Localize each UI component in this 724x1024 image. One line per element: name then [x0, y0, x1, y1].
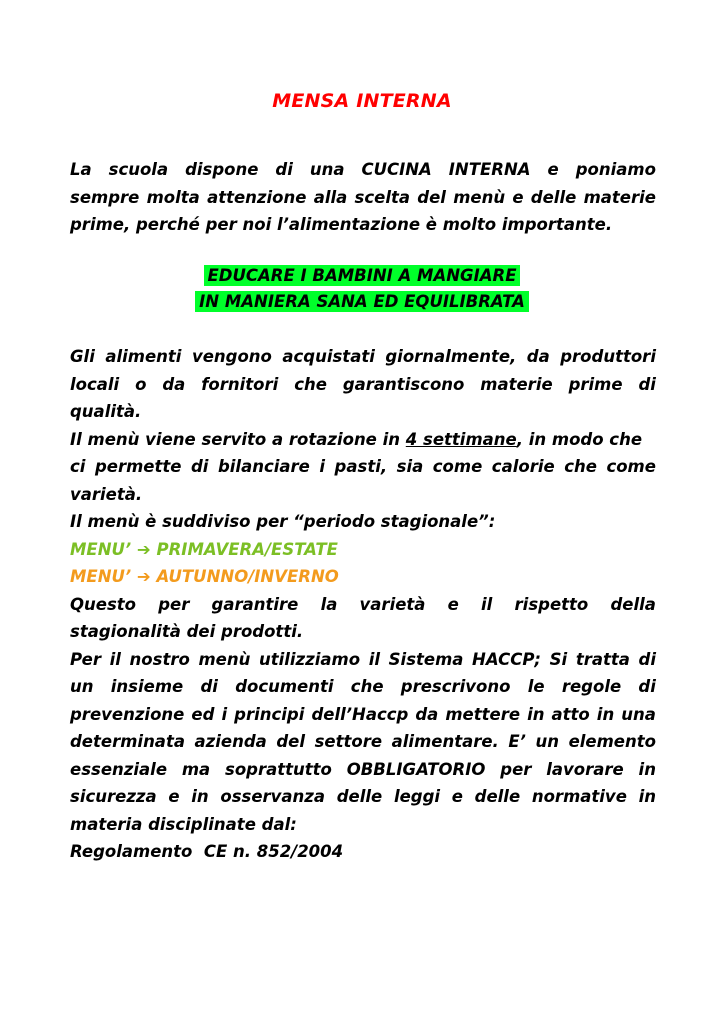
word: le	[527, 677, 545, 696]
word: vengono	[191, 347, 272, 366]
word: INTERNA	[448, 160, 531, 179]
menu-season: PRIMAVERA/ESTATE	[156, 539, 338, 559]
word: calorie	[491, 457, 555, 476]
word: rispetto	[514, 594, 589, 614]
p5-line-4	[70, 728, 656, 756]
word: un	[70, 677, 94, 696]
p5-line-5	[70, 756, 656, 784]
word: per	[158, 594, 190, 614]
word: elemento	[568, 732, 656, 751]
word: come	[606, 457, 656, 476]
word: leggi	[393, 787, 441, 806]
p5-line-7: materia disciplinate dal:	[70, 814, 297, 834]
word: determinata	[70, 732, 185, 751]
word: da	[526, 347, 550, 366]
word: tratta	[575, 649, 630, 669]
word: e	[447, 594, 459, 614]
word: delle	[474, 787, 521, 806]
word: Si	[549, 649, 568, 669]
word: Per	[70, 649, 101, 669]
word: azienda	[194, 732, 267, 751]
word: i	[319, 457, 326, 476]
word: delle	[530, 187, 577, 207]
p2-line-3: varietà.	[70, 484, 143, 504]
word: materie	[480, 374, 553, 394]
word: garantire	[211, 594, 299, 614]
word: il	[109, 649, 121, 669]
menu-season: AUTUNNO/INVERNO	[156, 567, 339, 586]
p1-line-2	[70, 371, 656, 399]
word: giornalmente,	[385, 347, 517, 366]
word: che	[294, 374, 327, 394]
word: ma	[181, 759, 211, 779]
word: e	[512, 187, 524, 207]
word: lavorare	[546, 759, 624, 779]
word: in	[191, 787, 209, 806]
word: sempre	[70, 187, 140, 207]
motto-line-2: IN MANIERA SANA ED EQUILIBRATA	[195, 291, 529, 312]
word: prescrivono	[400, 677, 511, 696]
p2-line-1	[70, 426, 656, 454]
word: da	[162, 374, 186, 394]
menu-autumn-winter	[70, 563, 656, 591]
motto-line-1: EDUCARE I BAMBINI A MANGIARE	[204, 265, 521, 286]
word: o	[135, 374, 147, 394]
word: in	[596, 704, 615, 724]
word: normative	[531, 787, 627, 806]
word: dell’Haccp	[311, 704, 409, 724]
word: bilanciare	[217, 457, 310, 476]
word: scuola	[108, 160, 169, 179]
p1-line-3: qualità.	[70, 402, 142, 421]
word: molta	[146, 187, 200, 207]
main-text	[70, 343, 656, 866]
p1-line-1	[70, 343, 656, 371]
word: osservanza	[220, 787, 326, 806]
p5-line-1	[70, 646, 656, 674]
intro-line-3: prime, perché per noi l’alimentazione è molto importante.	[70, 215, 613, 234]
word: regole	[561, 677, 622, 696]
word: La	[70, 160, 92, 179]
word: poniamo	[575, 160, 656, 179]
word: di	[638, 374, 656, 394]
p2-line-2	[70, 453, 656, 481]
word: varietà	[359, 594, 426, 614]
word: alimenti	[105, 347, 182, 366]
menu-spring-summer	[70, 536, 656, 564]
p3-line: Il menù è suddiviso per “periodo stagionale”:	[70, 512, 496, 531]
p5-line-2	[70, 673, 656, 701]
word: il	[368, 649, 381, 669]
word: di	[638, 649, 656, 669]
word: Questo	[70, 594, 137, 614]
word: ed	[191, 704, 215, 724]
word: di	[200, 677, 218, 696]
word: attenzione	[207, 187, 307, 207]
word: come	[432, 457, 483, 476]
word: Gli	[70, 347, 95, 366]
word: permette	[94, 457, 182, 476]
word: che	[564, 457, 597, 476]
rotation-weeks: 4 settimane	[405, 429, 517, 449]
word: che	[350, 677, 384, 696]
word: menù	[198, 649, 251, 669]
word: soprattutto	[225, 759, 332, 779]
word: E’	[508, 732, 526, 751]
word: produttori	[560, 347, 656, 366]
intro-line-1	[70, 156, 656, 184]
word: OBBLIGATORIO	[346, 759, 486, 779]
word: del	[276, 732, 306, 751]
menu-label: MENU’	[70, 539, 132, 559]
word: scelta	[354, 187, 411, 207]
word: una	[309, 160, 345, 179]
word: nostro	[129, 649, 190, 669]
word: in	[638, 787, 656, 806]
word: in	[527, 704, 545, 724]
word: principi	[234, 704, 305, 724]
word: della	[610, 594, 656, 614]
word: da	[415, 704, 439, 724]
word: per	[500, 759, 532, 779]
arrow-right-icon: ➔	[136, 539, 151, 559]
word: pasti,	[334, 457, 388, 476]
p5-line-6	[70, 783, 656, 811]
word: locali	[70, 374, 120, 394]
highlighted-motto	[0, 263, 724, 315]
word: HACCP;	[472, 649, 542, 669]
word: sia	[396, 457, 424, 476]
word: ci	[70, 457, 86, 476]
word: essenziale	[70, 759, 168, 779]
word: documenti	[235, 677, 334, 696]
word: i	[221, 704, 228, 724]
p5-line-3	[70, 701, 656, 729]
word: Sistema	[388, 649, 464, 669]
word: in	[638, 759, 656, 779]
arrow-right-icon: ➔	[136, 567, 151, 586]
word: acquistati	[282, 347, 375, 366]
word: e	[547, 160, 559, 179]
page-title: MENSA INTERNA	[272, 90, 452, 112]
word: una	[621, 704, 656, 724]
word: dispone	[185, 160, 259, 179]
word: sicurezza	[70, 787, 157, 806]
word: utilizziamo	[258, 649, 361, 669]
word: un	[535, 732, 559, 751]
intro-paragraph	[70, 156, 656, 239]
word: di	[638, 677, 656, 696]
word: settore	[314, 732, 383, 751]
word: alla	[313, 187, 348, 207]
word: CUCINA	[361, 160, 432, 179]
word: alimentare.	[391, 732, 499, 751]
p4-line-1	[70, 591, 656, 619]
word: e	[451, 787, 463, 806]
word: materie	[583, 187, 656, 207]
word: la	[320, 594, 338, 614]
word: garantiscono	[342, 374, 465, 394]
word: del	[417, 187, 446, 207]
word: di	[190, 457, 209, 476]
regulation-reference: Regolamento CE n. 852/2004	[70, 842, 344, 861]
word: prime	[568, 374, 623, 394]
word: atto	[551, 704, 590, 724]
word: il	[481, 594, 493, 614]
word: menù	[453, 187, 506, 207]
word: fornitori	[201, 374, 279, 394]
p4-line-2: stagionalità dei prodotti.	[70, 622, 304, 641]
intro-line-2	[70, 184, 656, 212]
word: di	[275, 160, 293, 179]
word: mettere	[445, 704, 521, 724]
word: e	[168, 787, 180, 806]
p2-line-1-before: Il menù viene servito a rotazione in	[70, 429, 406, 449]
p2-line-1-after: , in modo che	[516, 429, 643, 449]
word: prevenzione	[70, 704, 185, 724]
word: delle	[336, 787, 383, 806]
word: insieme	[110, 677, 184, 696]
menu-label: MENU’	[70, 567, 132, 586]
